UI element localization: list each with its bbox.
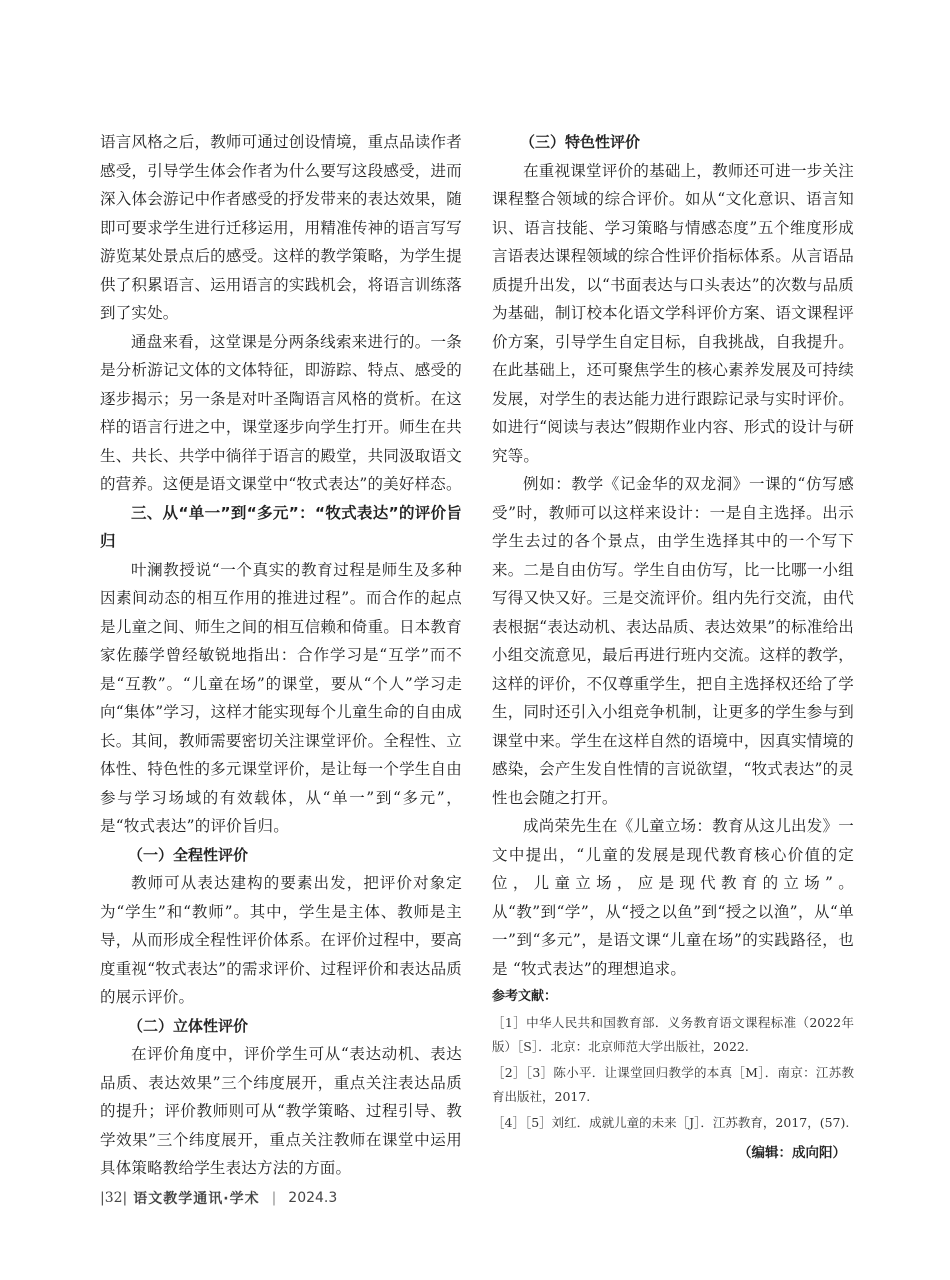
- paragraph: 例如：教学《记金华的双龙洞》一课的“仿写感受”时，教师可以这样来设计：一是自主选择。出示学生去过的各个景点，由学生选择其中的一个写下来。二是自由仿写。学生自由仿写，比一比哪一小组写得又快又好。三是交流评价。组内先行交流，由代表根据“表达动机、表达品质、表达效果”的标准给出小组交流意见，最后再进行班内交流。这样的教学，这样的评价，不仅尊重学生，把自主选择权还给了学生，同时还引入小组竞争机制，让更多的学生参与到课堂中来。学生在这样自然的语境中，因真实情境的感染，会产生发自性情的言说欲望，“牧式表达”的灵性也会随之打开。: [492, 475, 854, 807]
- journal-name: 语文教学通讯·学术: [133, 1191, 260, 1207]
- references-title: 参考文献：: [492, 989, 558, 1004]
- section-heading: 三、从“单一”到“多元”：“牧式表达”的评价旨归: [100, 503, 462, 550]
- footer-separator: |: [271, 1190, 277, 1206]
- paragraph: 在评价角度中，评价学生可从“表达动机、表达品质、表达效果”三个纬度展开，重点关注表达品质的提升；评价教师则可从“教学策略、过程引导、教学效果”三个纬度展开，重点关注教师在课堂中运用具体策略教给学生表达方法的方面。: [100, 1045, 462, 1177]
- reference-item: ［1］中华人民共和国教育部．义务教育语文课程标准（2022年版）［S］．北京：北京师范大学出版社，2022.: [492, 1015, 854, 1054]
- paragraph: 成尚荣先生在《儿童立场：教育从这儿出发》一文中提出，“儿童的发展是现代教育核心价值的定位，儿童立场，应是现代教育的立场”。从“教”到“学”，从“授之以鱼”到“授之以渔”，从“单一”到“多元”，是语文课“儿童在场”的实践路径，也是 “牧式表达”的理想追求。: [492, 817, 854, 978]
- subsection-heading: （一）全程性评价: [128, 845, 249, 864]
- subsection-heading: （二）立体性评价: [128, 1016, 249, 1035]
- reference-item: ［4］［5］刘红．成就儿童的未来［J］．江苏教育，2017，(57).: [492, 1115, 850, 1130]
- paragraph: 叶澜教授说“一个真实的教育过程是师生及多种因素间动态的相互作用的推进过程”。而合作的起点是儿童之间、师生之间的相互信赖和倚重。日本教育家佐藤学曾经敏锐地指出：合作学习是“互学”而不是“互教”。“儿童在场”的课堂，要从“个人”学习走向“集体”学习，这样才能实现每个儿童生命的自由成长。其间，教师需要密切关注课堂评价。全程性、立体性、特色性的多元课堂评价，是让每一个学生自由参与学习场域的有效载体，从“单一”到“多元”，是“牧式表达”的评价旨归。: [100, 560, 462, 835]
- left-column: [100, 128, 462, 1183]
- reference-item: ［2］［3］陈小平．让课堂回归教学的本真［M］．南京：江苏教育出版社，2017.: [492, 1065, 854, 1104]
- paragraph: 教师可从表达建构的要素出发，把评价对象定为“学生”和“教师”。其中，学生是主体、教师是主导，从而形成全程性评价体系。在评价过程中，要高度重视“牧式表达”的需求评价、过程评价和表达品质的展示评价。: [100, 874, 462, 1006]
- right-column: [492, 128, 854, 1161]
- subsection-heading: （三）特色性评价: [520, 133, 641, 151]
- page-footer: [100, 1188, 337, 1208]
- paragraph: 语言风格之后，教师可通过创设情境，重点品读作者感受，引导学生体会作者为什么要写这段感受，进而深入体会游记中作者感受的抒发带来的表达效果，随即可要求学生进行迁移运用，用精准传神的语言写写游览某处景点后的感受。这样的教学策略，为学生提供了积累语言、运用语言的实践机会，将语言训练落到了实处。: [100, 133, 462, 322]
- editor-credit: （编辑：成向阳）: [738, 1145, 846, 1161]
- issue-number: 2024.3: [288, 1190, 338, 1206]
- paragraph: 在重视课堂评价的基础上，教师还可进一步关注课程整合领域的综合评价。如从“文化意识、语言知识、语言技能、学习策略与情感态度”五个维度形成言语表达课程领域的综合性评价指标体系。从言语品质提升出发，以“书面表达与口头表达”的次数与品质为基础，制订校本化语文学科评价方案、语文课程评价方案，引导学生自定目标，自我挑战，自我提升。在此基础上，还可聚焦学生的核心素养发展及可持续发展，对学生的表达能力进行跟踪记录与实时评价。如进行“阅读与表达”假期作业内容、形式的设计与研究等。: [492, 161, 854, 465]
- paragraph: 通盘来看，这堂课是分两条线索来进行的。一条是分析游记文体的文体特征，即游踪、特点、感受的逐步揭示；另一条是对叶圣陶语言风格的赏析。在这样的语言行进之中，课堂逐步向学生打开。师生在共生、共长、共学中徜徉于语言的殿堂，共同汲取语文的营养。这便是语文课堂中“牧式表达”的美好样态。: [100, 332, 462, 493]
- page-number: |32|: [100, 1190, 128, 1206]
